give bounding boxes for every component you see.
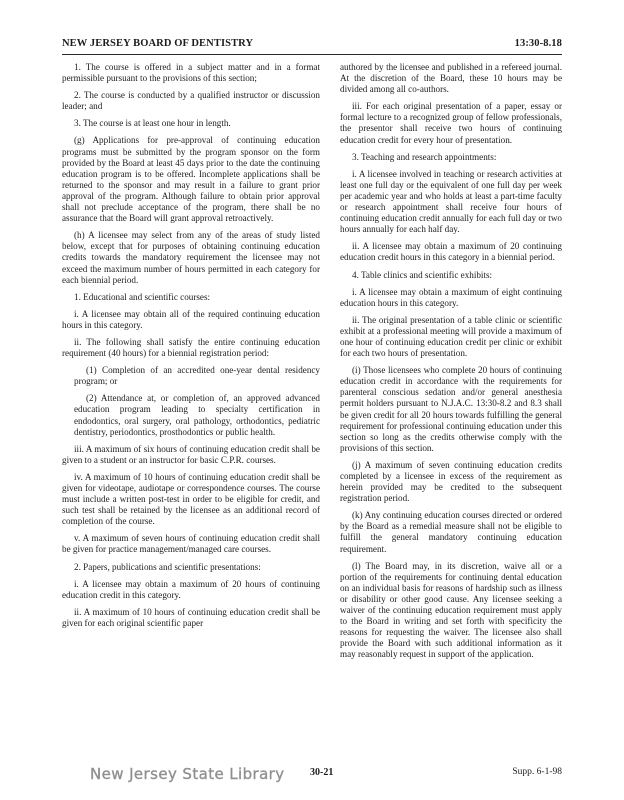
paragraph: ii. The original presentation of a table clinic or scientific exhibit at a professional meeting will provide a maximum of one hour of continuing education credit per clinic or exhibit for each two hours of presentation. [340, 314, 562, 359]
paragraph: (l) The Board may, in its discretion, waive all or a portion of the requirements for continuing dental education on an individual basis for reasons of hardship such as illness or disability or other good cause. Any licensee seeking a waiver of the continuing education requirement must apply to the Board in writing and set forth with specificity the reasons for requesting the waiver. The licensee also shall provide the Board with such additional information as it may reasonably request in support of the application. [340, 560, 562, 660]
paragraph: (2) Attendance at, or completion of, an approved advanced education program leading to specialty certification in endodontics, oral surgery, oral pathology, orthodontics, pediatric dentistry, periodontics, prosthodontics or public health. [74, 393, 320, 437]
paragraph: (j) A maximum of seven continuing education credits completed by a licensee in excess of the requirement as herein provided may be credited to the subsequent registration period. [340, 459, 562, 504]
paragraph: ii. A maximum of 10 hours of continuing education credit shall be given for each original scientific paper [62, 606, 320, 628]
paragraph: 1. The course is offered in a subject matter and in a format permissible pursuant to the provisions of this section; [62, 62, 320, 84]
paragraph: iv. A maximum of 10 hours of continuing education credit shall be given for videotape, audiotape or correspondence courses. The course must include a written post-test in order to be eligible for credit, and such test shall be retained by the licensee as an additional record of completion of the course. [62, 471, 320, 527]
left-column [62, 62, 320, 635]
paragraph: 4. Table clinics and scientific exhibits: [352, 269, 493, 280]
paragraph: (1) Completion of an accredited one-year dental residency program; or [74, 365, 320, 387]
header-rule [62, 54, 562, 55]
paragraph: 2. Papers, publications and scientific presentations: [74, 561, 261, 572]
paragraph: v. A maximum of seven hours of continuing education credit shall be given for practice management/managed care courses. [62, 533, 320, 555]
paragraph: 3. Teaching and research appointments: [352, 151, 497, 162]
paragraph: ii. A licensee may obtain a maximum of 20 continuing education credit hours in this category in a biennial period. [340, 241, 562, 263]
paragraph: i. A licensee may obtain a maximum of 20 hours of continuing education credit in this category. [62, 578, 320, 600]
supplement-date: Supp. 6-1-98 [512, 767, 562, 777]
header-title: NEW JERSEY BOARD OF DENTISTRY [62, 38, 254, 49]
paragraph: authored by the licensee and published in a refereed journal. At the discretion of the Board, these 10 hours may be divided among all co-authors. [340, 62, 562, 95]
paragraph: 3. The course is at least one hour in length. [74, 118, 231, 129]
paragraph: (h) A licensee may select from any of the areas of study listed below, except that for purposes of obtaining continuing education credits towards the mandatory requirement the licensee may not exceed the maximum number of hours permitted in each category for each biennial period. [62, 230, 320, 285]
paragraph: iii. A maximum of six hours of continuing education credit shall be given to a student or an instructor for basic C.P.R. courses. [62, 443, 320, 465]
page-number: 30-21 [310, 767, 334, 778]
page-footer [62, 765, 562, 785]
header-section-number: 13:30-8.18 [514, 38, 562, 49]
paragraph: i. A licensee involved in teaching or research activities at least one full day or the equivalent of one full day per week per academic year and who holds at least a part-time faculty or research appointment shall receive four hours of continuing education credit annually for each full day or two hours annually for each half day. [340, 168, 562, 235]
paragraph: 2. The course is conducted by a qualified instructor or discussion leader; and [62, 90, 320, 112]
library-watermark: New Jersey State Library [90, 765, 285, 783]
paragraph: i. A licensee may obtain all of the required continuing education hours in this category. [62, 308, 320, 330]
paragraph: ii. The following shall satisfy the entire continuing education requirement (40 hours) for a biennial registration period: [62, 336, 320, 359]
right-column [340, 62, 562, 667]
paragraph: 1. Educational and scientific courses: [74, 291, 211, 302]
paragraph: (g) Applications for pre-approval of continuing education programs must be submitted by the program sponsor on the form provided by the Board at least 45 days prior to the date the continuing education program is to be offered. Incomplete applications shall be returned to the sponsor and may result in a failure to grant prior approval of the program. Although failure to obtain prior approval shall not preclude acceptance of the program, there shall be no assurance that the Board will grant approval retroactively. [62, 135, 320, 224]
paragraph: (i) Those licensees who complete 20 hours of continuing education credit in accordance with the requirements for parenteral conscious sedation and/or general anesthesia permit holders pursuant to N.J.A.C. 13:30-8.2 and 8.3 shall be given credit for all 20 hours towards fulfilling the general requirement for professional continuing education under this section so long as the credits otherwise comply with the provisions of this section. [340, 365, 562, 453]
running-header [62, 38, 562, 52]
paragraph: iii. For each original presentation of a paper, essay or formal lecture to a recognized group of fellow professionals, the presentor shall receive two hours of continuing education credit for every hour of presentation. [340, 101, 562, 145]
paragraph: i. A licensee may obtain a maximum of eight continuing education hours in this category. [340, 286, 562, 308]
paragraph: (k) Any continuing education courses directed or ordered by the Board as a remedial measure shall not be eligible to fulfill the general mandatory continuing education requirement. [340, 510, 562, 554]
